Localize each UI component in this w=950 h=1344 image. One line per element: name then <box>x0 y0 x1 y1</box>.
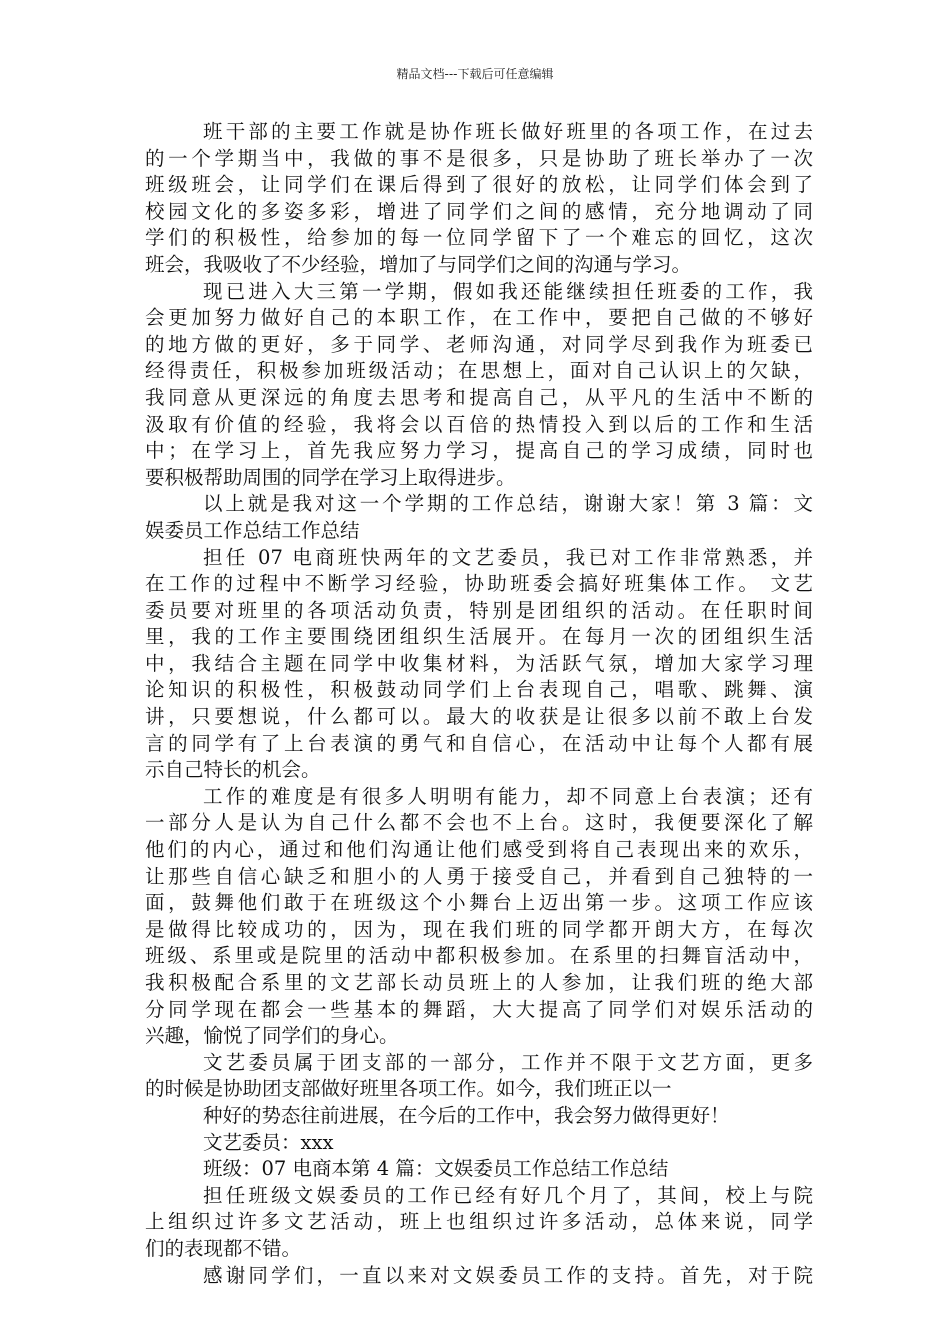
body-text-line: 论知识的积极性，积极鼓动同学们上台表现自己，唱歌、跳舞、演 <box>145 678 813 702</box>
body-text-line: 兴趣，愉悦了同学们的身心。 <box>145 1024 399 1048</box>
body-text-line: 学们的积极性，给参加的每一位同学留下了一个难忘的回忆，这次 <box>145 226 813 250</box>
body-text-line: 上组织过许多文艺活动，班上也组织过许多活动，总体来说，同学 <box>145 1210 813 1234</box>
body-text-line: 的一个学期当中，我做的事不是很多，只是协助了班长举办了一次 <box>145 146 813 170</box>
body-text-line: 感谢同学们，一直以来对文娱委员工作的支持。首先，对于院 <box>203 1263 813 1287</box>
body-text-line: 里，我的工作主要围绕团组织生活展开。在每月一次的团组织生活 <box>145 625 813 649</box>
body-text-line: 我积极配合系里的文艺部长动员班上的人参加，让我们班的绝大部 <box>145 971 813 994</box>
body-text-line: 工作的难度是有很多人明明有能力，却不同意上台表演；还有 <box>203 784 813 808</box>
body-text-line: 会更加努力做好自己的本职工作，在工作中，要把自己做的不够好 <box>145 306 813 330</box>
body-text-line: 担任 07 电商班快两年的文艺委员，我已对工作非常熟悉，并 <box>203 545 813 569</box>
body-text-line: 担任班级文娱委员的工作已经有好几个月了，其间，校上与院 <box>203 1183 813 1207</box>
body-text-line: 示自己特长的机会。 <box>145 758 321 782</box>
page-header: 精品文档---下载后可任意编辑 <box>396 67 554 81</box>
body-text-line: 分同学现在都会一些基本的舞蹈，大大提高了同学们对娱乐活动的 <box>145 997 813 1021</box>
body-text-line: 种好的势态往前进展，在今后的工作中，我会努力做得更好！ <box>203 1103 730 1127</box>
body-text-line: 的地方做的更好，多于同学、老师沟通，对同学尽到我作为班委已 <box>145 332 813 356</box>
body-text-line: 我同意从更深远的角度去思考和提高自己，从平凡的生活中不断的 <box>145 385 813 409</box>
body-text-line: 娱委员工作总结工作总结 <box>145 518 360 542</box>
body-text-line: 中，我结合主题在同学中收集材料，为活跃气氛，增加大家学习理 <box>145 651 813 675</box>
body-text-line: 班级：07 电商本第 4 篇：文娱委员工作总结工作总结 <box>203 1157 669 1181</box>
body-text-line: 是做得比较成功的，因为，现在我们班的同学都开朗大方，在每次 <box>145 917 813 941</box>
body-text-line: 要积极帮助周围的同学在学习上取得进步。 <box>145 465 516 489</box>
body-text-line: 们的表现都不错。 <box>145 1236 302 1260</box>
body-text-line: 现已进入大三第一学期，假如我还能继续担任班委的工作，我 <box>203 279 813 303</box>
body-text-line: 让那些自信心缺乏和胆小的人勇于接受自己，并看到自己独特的一 <box>145 864 813 888</box>
body-text-line: 以上就是我对这一个学期的工作总结，谢谢大家！第 3 篇：文 <box>203 492 813 516</box>
body-text-line: 的时候是协助团支部做好班里各项工作。如今，我们班正以一 <box>145 1077 672 1101</box>
body-text-line: 一部分人是认为自己什么都不会也不上台。这时，我便要深化了解 <box>145 811 813 835</box>
body-text-line: 面，鼓舞他们敢于在班级这个小舞台上迈出第一步。这项工作应该 <box>145 891 813 915</box>
document-body <box>145 119 813 1289</box>
body-text-line: 文艺委员属于团支部的一部分，工作并不限于文艺方面，更多 <box>203 1050 813 1074</box>
body-text-line: 班会，我吸收了不少经验，增加了与同学们之间的沟通与学习。 <box>145 252 692 276</box>
body-text-line: 文艺委员：xxx <box>203 1130 334 1154</box>
body-text-line: 班级班会，让同学们在课后得到了很好的放松，让同学们体会到了 <box>145 173 813 197</box>
body-text-line: 他们的内心，通过和他们沟通让他们感受到将自己表现出来的欢乐， <box>145 838 813 862</box>
body-text-line: 经得责任，积极参加班级活动；在思想上，面对自己认识上的欠缺， <box>145 359 813 383</box>
body-text-line: 班干部的主要工作就是协作班长做好班里的各项工作，在过去 <box>203 120 813 143</box>
body-text-line: 中；在学习上，首先我应努力学习，提高自己的学习成绩，同时也 <box>145 439 813 463</box>
body-text-line: 在工作的过程中不断学习经验，协助班委会搞好班集体工作。 文艺 <box>145 572 813 596</box>
body-text-line: 校园文化的多姿多彩，增进了同学们之间的感情，充分地调动了同 <box>145 199 813 223</box>
body-text-line: 汲取有价值的经验，我将会以百倍的热情投入到以后的工作和生活 <box>145 412 813 436</box>
body-text-line: 委员要对班里的各项活动负责，特别是团组织的活动。在任职时间 <box>145 598 813 622</box>
body-text-line: 言的同学有了上台表演的勇气和自信心，在活动中让每个人都有展 <box>145 731 813 755</box>
body-text-line: 班级、系里或是院里的活动中都积极参加。在系里的扫舞盲活动中， <box>145 944 813 968</box>
body-text-line: 讲，只要想说，什么都可以。最大的收获是让很多以前不敢上台发 <box>145 705 813 729</box>
